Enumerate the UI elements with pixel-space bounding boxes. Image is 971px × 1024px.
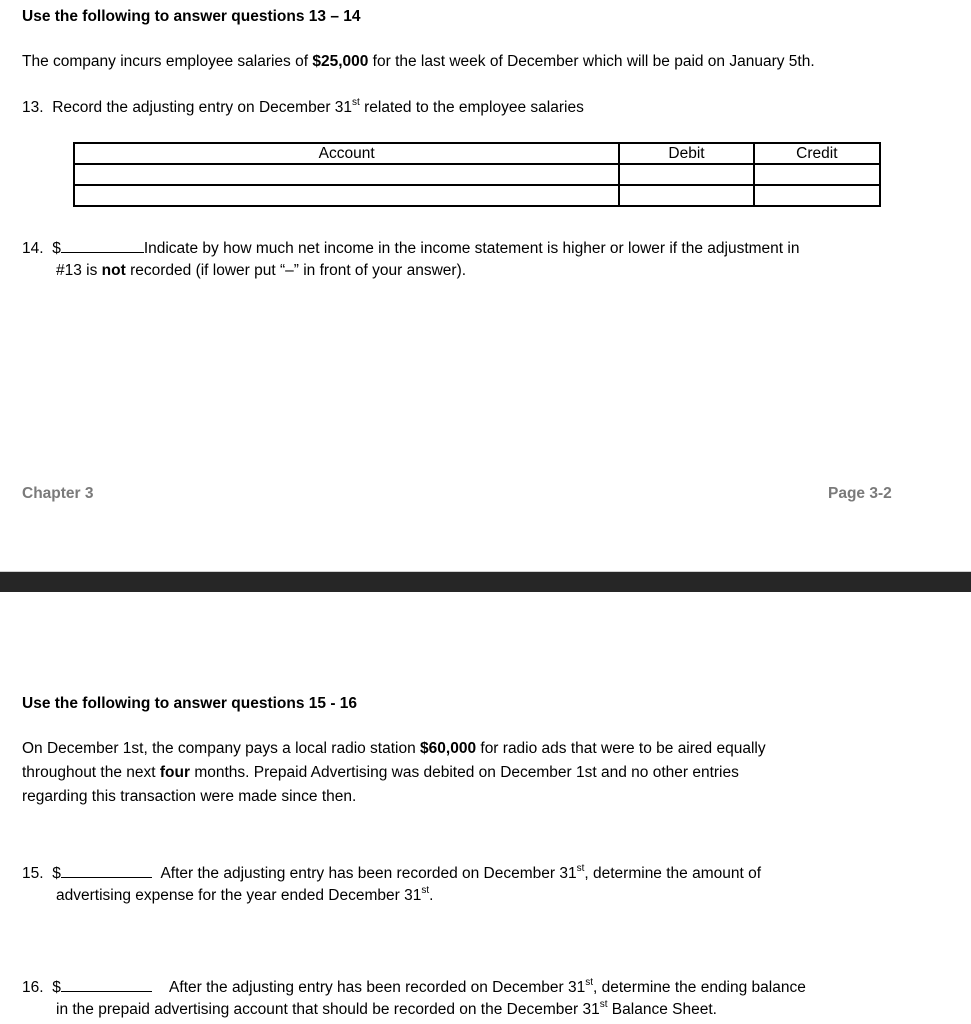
- advertising-intro-line3: regarding this transaction were made since then.: [22, 788, 357, 805]
- ordinal-suffix: st: [599, 998, 608, 1010]
- question-text-end: , determine the ending balance: [593, 979, 806, 996]
- answer-blank-16[interactable]: [61, 977, 152, 992]
- question-text-end: .: [429, 887, 434, 904]
- table-row: [74, 185, 880, 206]
- dollar-sign: $: [52, 979, 61, 996]
- page-break-bar: [0, 572, 971, 592]
- emphasis-four: four: [159, 764, 191, 781]
- question-number: 16.: [22, 979, 44, 996]
- question-text-line1: Indicate by how much net income in the income statement is higher or lower if the adjustment in: [143, 240, 800, 257]
- account-cell[interactable]: [74, 164, 619, 185]
- question-text: #13 is: [56, 262, 102, 279]
- question-text-end: recorded (if lower put “–” in front of your answer).: [125, 262, 467, 279]
- credit-cell[interactable]: [754, 185, 880, 206]
- debit-header: Debit: [619, 143, 753, 164]
- question-number: 13.: [22, 99, 44, 116]
- table-header-row: [74, 143, 880, 164]
- radio-ads-amount: $60,000: [420, 740, 477, 757]
- question-text: After the adjusting entry has been recorded on December 31: [169, 979, 586, 996]
- question-text: Record the adjusting entry on December 31: [52, 99, 353, 116]
- question-16: [22, 977, 806, 997]
- question-number: 15.: [22, 865, 44, 882]
- table-row: [74, 164, 880, 185]
- intro-text-pre: On December 1st, the company pays a local radio station: [22, 740, 421, 757]
- debit-cell[interactable]: [619, 164, 753, 185]
- journal-entry-table: [73, 142, 881, 207]
- question-text-end: , determine the amount of: [584, 865, 762, 882]
- debit-cell[interactable]: [619, 185, 753, 206]
- advertising-intro-line1: [22, 740, 766, 758]
- ordinal-suffix: st: [421, 884, 430, 896]
- answer-blank-14[interactable]: [61, 238, 144, 253]
- dollar-sign: $: [52, 865, 61, 882]
- credit-header: Credit: [754, 143, 880, 164]
- question-14: [22, 238, 799, 258]
- credit-cell[interactable]: [754, 164, 880, 185]
- intro-text-post: months. Prepaid Advertising was debited on December 1st and no other entries: [190, 764, 739, 781]
- ordinal-suffix: st: [352, 96, 360, 108]
- intro-text-post: for the last week of December which will be paid on January 5th.: [368, 53, 815, 70]
- advertising-intro-line2: [22, 764, 739, 782]
- question-15-line2: [56, 884, 434, 905]
- question-13: [22, 96, 584, 117]
- intro-text-post: for radio ads that were to be aired equally: [476, 740, 766, 757]
- answer-blank-15[interactable]: [61, 863, 152, 878]
- intro-text-pre: The company incurs employee salaries of: [22, 53, 313, 70]
- question-14-line2: [56, 262, 466, 280]
- question-number: 14.: [22, 240, 44, 257]
- ordinal-suffix: st: [576, 862, 585, 874]
- emphasis-not: not: [101, 262, 126, 279]
- question-text-end: related to the employee salaries: [359, 99, 584, 116]
- question-16-line2: [56, 998, 717, 1019]
- intro-text-pre: throughout the next: [22, 764, 160, 781]
- question-text: in the prepaid advertising account that should be recorded on the December 31: [56, 1001, 600, 1018]
- salaries-intro: [22, 53, 815, 71]
- account-header: Account: [74, 143, 619, 164]
- question-text: advertising expense for the year ended December 31: [56, 887, 422, 904]
- dollar-sign: $: [52, 240, 61, 257]
- salaries-amount: $25,000: [312, 53, 369, 70]
- question-text-end: Balance Sheet.: [607, 1001, 717, 1018]
- account-cell[interactable]: [74, 185, 619, 206]
- question-15: [22, 863, 761, 883]
- section-heading-15-16: Use the following to answer questions 15 - 16: [22, 695, 358, 712]
- footer-chapter: Chapter 3: [22, 485, 94, 502]
- ordinal-suffix: st: [585, 976, 593, 988]
- question-text: After the adjusting entry has been recorded on December 31: [160, 865, 577, 882]
- footer-page-number: Page 3-2: [828, 485, 892, 502]
- section-heading-13-14: Use the following to answer questions 13 – 14: [22, 8, 361, 25]
